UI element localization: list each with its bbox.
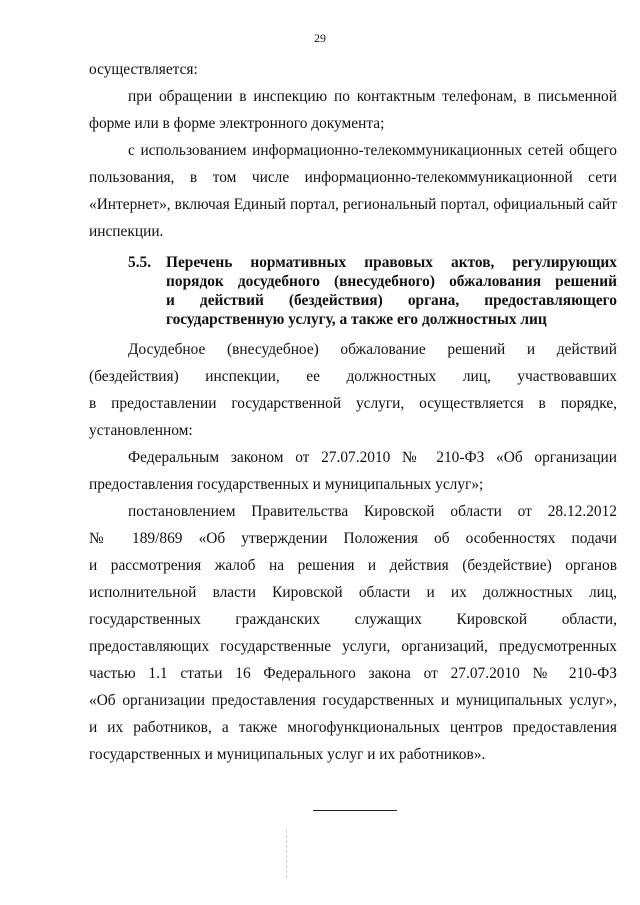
text-line: «Об организации предоставления государственных и муниципальных услуг», xyxy=(89,692,617,709)
scan-artifact xyxy=(286,830,287,878)
text-line: частью 1.1 статьи 16 Федерального закона от 27.07.2010 № 210-ФЗ xyxy=(89,665,617,682)
text-line: пользования, в том числе информационно-телекоммуникационной сети xyxy=(89,169,617,186)
text-line: инспекции. xyxy=(89,223,164,240)
section-title-line: и действий (бездействия) органа, предоставляющего xyxy=(166,292,617,309)
end-divider xyxy=(313,810,397,811)
text-line: (бездействия) инспекции, ее должностных лиц, участвовавших xyxy=(89,368,617,385)
paragraph-first-line: постановлением Правительства Кировской области от 28.12.2012 xyxy=(128,503,617,520)
text-line: № 189/869 «Об утверждении Положения об особенностях подачи xyxy=(89,530,617,547)
text-line: в предоставлении государственной услуги, осуществляется в порядке, xyxy=(89,395,617,412)
text-line: осуществляется: xyxy=(89,61,198,78)
section-title-line: порядок досудебного (внесудебного) обжалования решений xyxy=(166,273,617,290)
text-line: предоставления государственных и муниципальных услуг»; xyxy=(89,476,484,493)
text-line: установленном: xyxy=(89,422,193,439)
text-line: государственных гражданских служащих Кировской области, xyxy=(89,611,617,628)
text-line: и их работников, а также многофункциональных центров предоставления xyxy=(89,719,617,736)
text-line: исполнительной власти Кировской области и их должностных лиц, xyxy=(89,584,617,601)
text-line: и рассмотрения жалоб на решения и действия (бездействие) органов xyxy=(89,557,617,574)
page-number: 29 xyxy=(314,31,326,45)
paragraph-first-line: Досудебное (внесудебное) обжалование решений и действий xyxy=(128,341,617,358)
paragraph-first-line: с использованием информационно-телекоммуникационных сетей общего xyxy=(128,142,617,159)
text-line: государственных и муниципальных услуг и их работников». xyxy=(89,746,486,763)
text-line: форме или в форме электронного документа; xyxy=(89,115,385,132)
text-line: «Интернет», включая Единый портал, региональный портал, официальный сайт xyxy=(89,196,617,213)
paragraph-first-line: при обращении в инспекцию по контактным телефонам, в письменной xyxy=(128,88,617,105)
section-title-line: Перечень нормативных правовых актов, регулирующих xyxy=(166,254,617,271)
section-title-line: государственную услугу, а также его должностных лиц xyxy=(166,311,547,328)
section-number: 5.5. xyxy=(128,254,152,271)
text-line: предоставляющих государственные услуги, организаций, предусмотренных xyxy=(89,638,617,655)
paragraph-first-line: Федеральным законом от 27.07.2010 № 210-ФЗ «Об организации xyxy=(128,449,617,466)
